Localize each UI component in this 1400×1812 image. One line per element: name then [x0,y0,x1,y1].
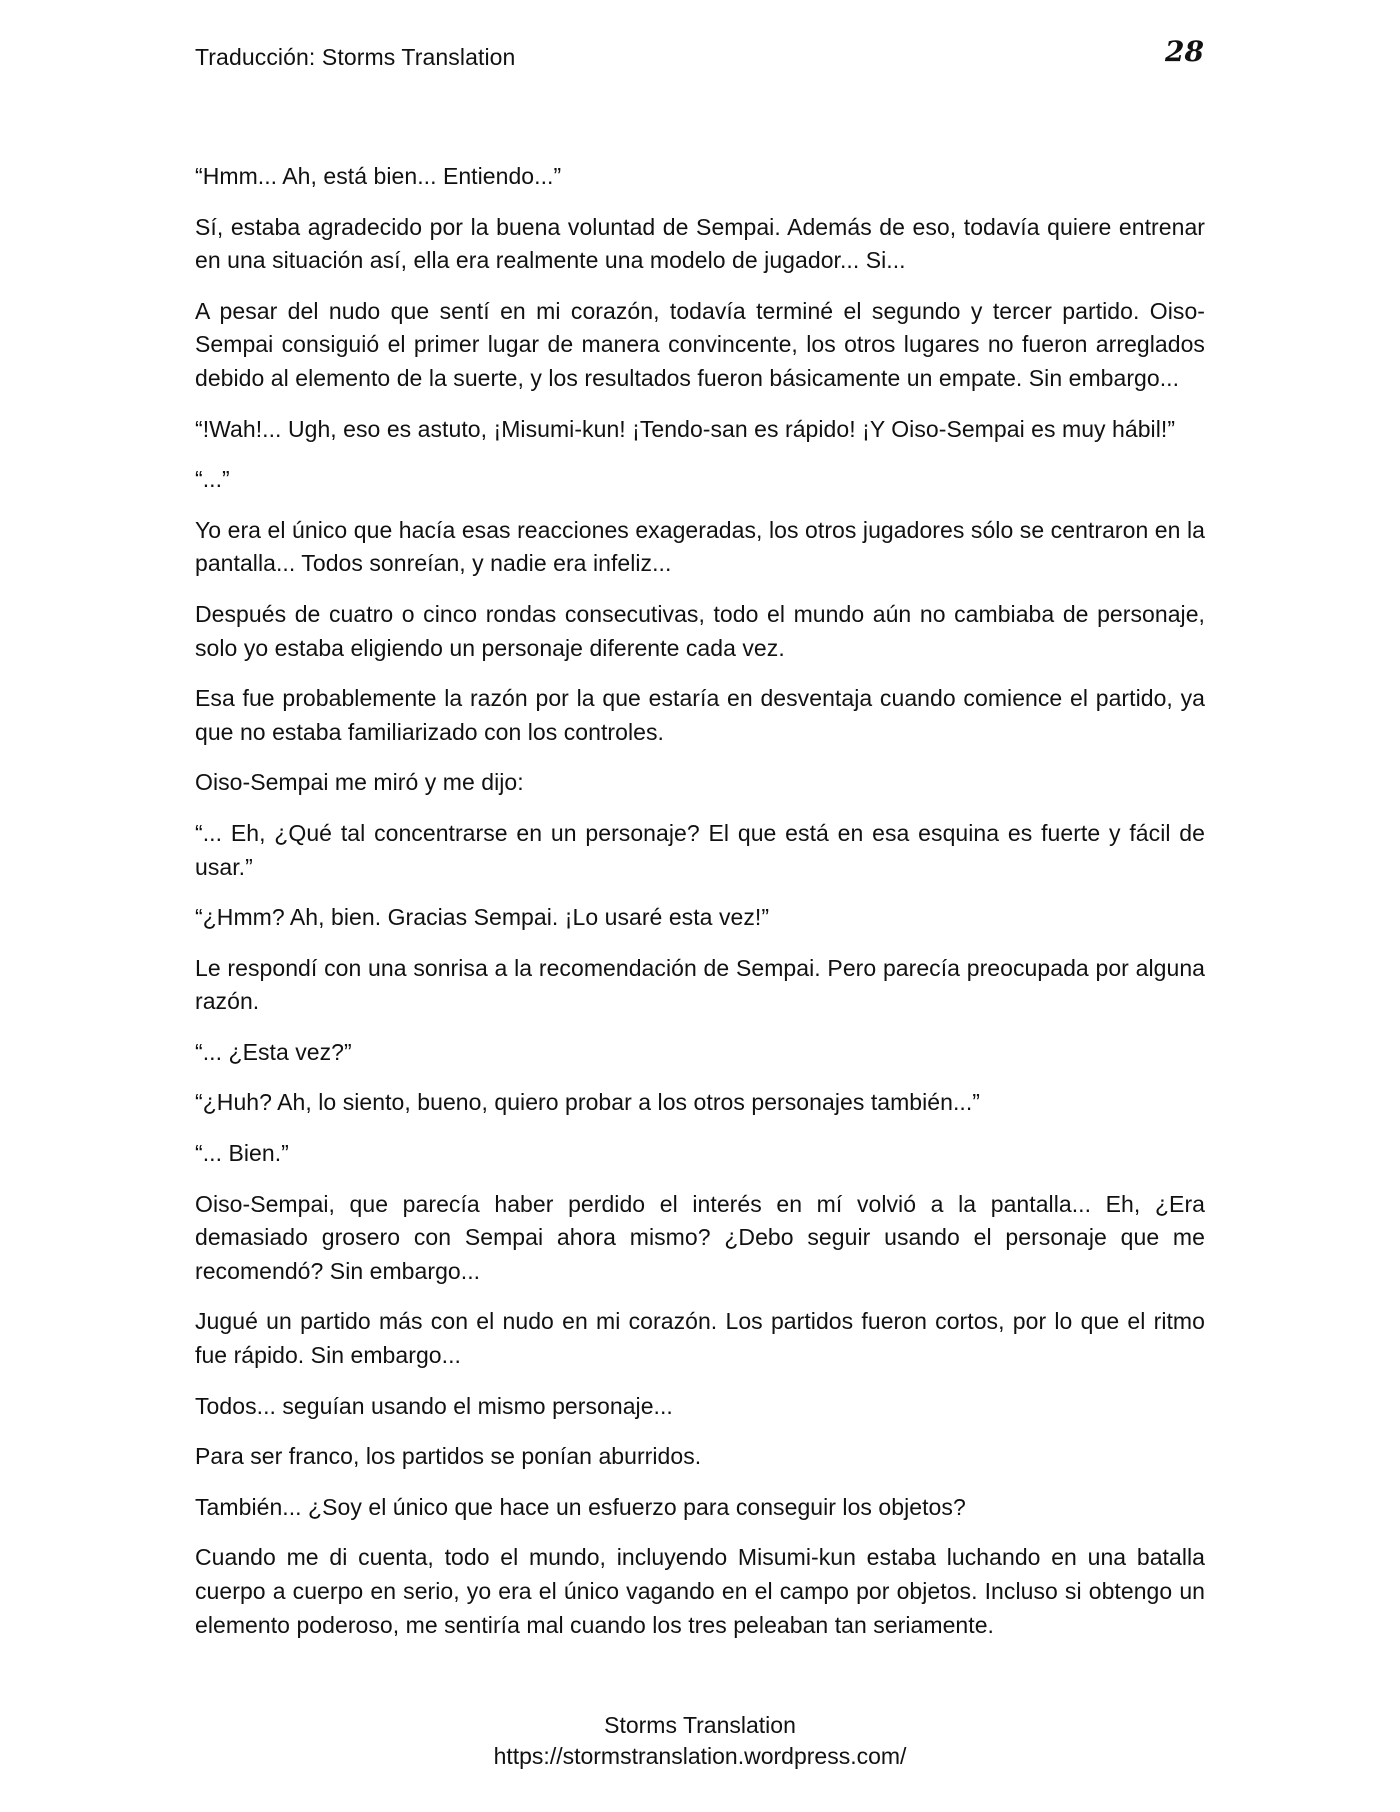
paragraph: Oiso-Sempai, que parecía haber perdido el interés en mí volvió a la pantalla... Eh, ¿Era demasiado grosero con Sempai ahora mismo? ¿Debo seguir usando el personaje que me recomendó? Sin embargo... [195,1190,1205,1284]
paragraph: Después de cuatro o cinco rondas consecutivas, todo el mundo aún no cambiaba de personaje, solo yo estaba eligiendo un personaje diferente cada vez. [195,600,1205,661]
paragraph: También... ¿Soy el único que hace un esfuerzo para conseguir los objetos? [195,1493,966,1520]
paragraph: Sí, estaba agradecido por la buena voluntad de Sempai. Además de eso, todavía quiere entrenar en una situación así, ella era realmente una modelo de jugador... Si... [195,213,1205,274]
paragraph: “!Wah!... Ugh, eso es astuto, ¡Misumi-kun! ¡Tendo-san es rápido! ¡Y Oiso-Sempai es muy hábil!” [195,415,1176,442]
paragraph: Yo era el único que hacía esas reacciones exageradas, los otros jugadores sólo se centraron en la pantalla... Todos sonreían, y nadie era infeliz... [195,516,1205,577]
paragraph: “¿Hmm? Ah, bien. Gracias Sempai. ¡Lo usaré esta vez!” [195,904,770,931]
paragraph: “¿Huh? Ah, lo siento, bueno, quiero probar a los otros personajes también...” [195,1089,981,1116]
footer [0,1710,1400,1772]
paragraph: “... Bien.” [195,1140,289,1167]
paragraph: Esa fue probablemente la razón por la que estaría en desventaja cuando comience el partido, ya que no estaba familiarizado con los controles. [195,685,1205,745]
paragraph: “Hmm... Ah, está bien... Entiendo...” [195,163,562,189]
paragraph: Le respondí con una sonrisa a la recomendación de Sempai. Pero parecía preocupada por alguna razón. [195,954,1205,1015]
footer-site-url[interactable]: https://stormstranslation.wordpress.com/ [493,1743,907,1769]
paragraph: Jugué un partido más con el nudo en mi corazón. Los partidos fueron cortos, por lo que el ritmo fue rápido. Sin embargo... [195,1308,1205,1369]
paragraph: Oiso-Sempai me miró y me dijo: [195,769,524,796]
paragraph: Para ser franco, los partidos se ponían aburridos. [195,1443,702,1470]
body-text [195,160,1205,1642]
paragraph: “... Eh, ¿Qué tal concentrarse en un personaje? El que está en esa esquina es fuerte y fácil de usar.” [195,819,1205,880]
page-number: 28 [1165,35,1204,68]
footer-site-name: Storms Translation [604,1712,796,1738]
paragraph: “...” [195,466,230,493]
header-title: Traducción: Storms Translation [195,44,516,70]
paragraph: Cuando me di cuenta, todo el mundo, incluyendo Misumi-kun estaba luchando en una batalla cuerpo a cuerpo en serio, yo era el único vagando en el campo por objetos. Incluso si obtengo un elemento poderoso, me sentiría mal cuando los tres peleaban tan seriamente. [195,1544,1205,1638]
paragraph: “... ¿Esta vez?” [195,1038,352,1065]
paragraph: Todos... seguían usando el mismo personaje... [195,1392,673,1419]
paragraph: A pesar del nudo que sentí en mi corazón, todavía terminé el segundo y tercer partido. Oiso-Sempai consiguió el primer lugar de manera convincente, los otros lugares no fueron arreglados debido al elemento de la suerte, y los resultados fueron básicamente un empate. Sin embargo... [195,297,1205,391]
